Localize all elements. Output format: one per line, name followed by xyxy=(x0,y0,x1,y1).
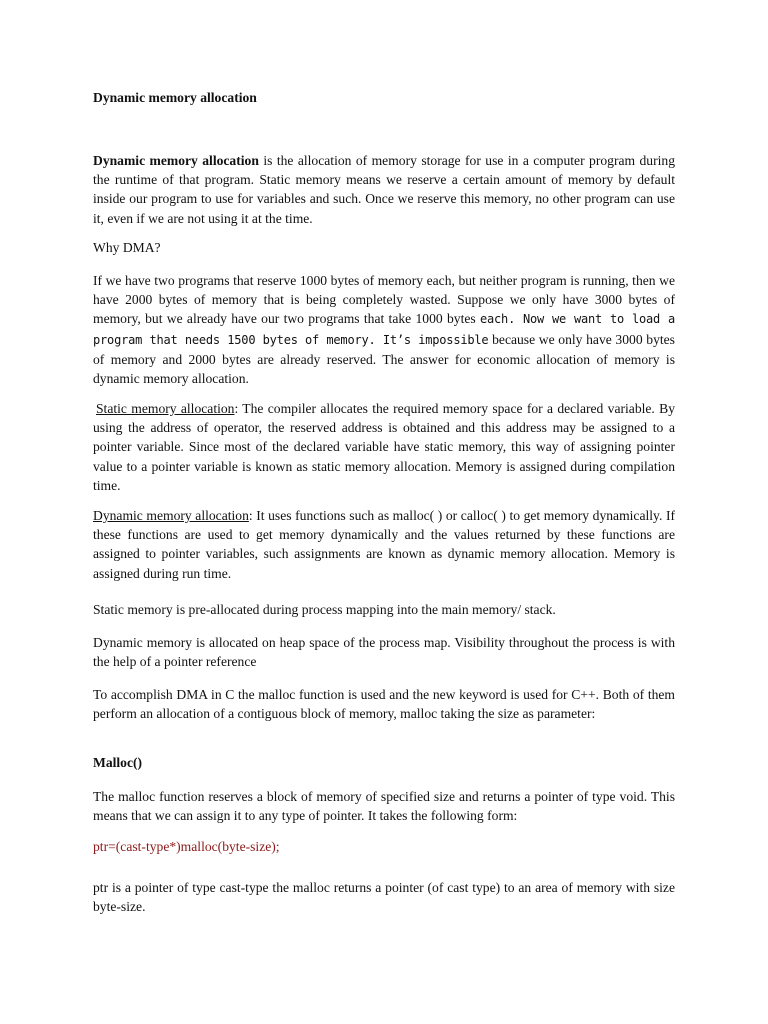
ptr-paragraph: ptr is a pointer of type cast-type the malloc returns a pointer (of cast type) to an area of memory with size byte-size. xyxy=(93,880,675,915)
why-dma-paragraph xyxy=(93,271,675,388)
malloc-paragraph: The malloc function reserves a block of memory of specified size and returns a pointer of type void. This means that we can assign it to any type of pointer. It takes the following form: xyxy=(93,789,675,824)
dma-c-note: To accomplish DMA in C the malloc function is used and the new keyword is used for C++. Both of them perform an allocation of a contiguous block of memory, malloc taking the size as parameter: xyxy=(93,687,675,722)
malloc-code-line: ptr=(cast-type*)malloc(byte-size); xyxy=(93,839,280,854)
document-title: Dynamic memory allocation xyxy=(93,90,257,105)
malloc-heading: Malloc() xyxy=(93,755,143,770)
why-dma-text-1: If we have two programs that reserve 1000 bytes of memory each, but neither program is running, then we have 2000 bytes of memory that is being completely wasted. Suppose we only have 3000 bytes of memory, but we already have our two programs that take 1000 bytes xyxy=(93,273,675,327)
static-memory-note: Static memory is pre-allocated during process mapping into the main memory/ stack. xyxy=(93,602,556,617)
why-dma-text-2: each. Now we want to load a program that needs 1500 bytes of memory. It’s impossible xyxy=(93,312,675,347)
why-dma-heading: Why DMA? xyxy=(93,240,161,255)
static-allocation-text: : The compiler allocates the required memory space for a declared variable. By using the address of operator, the reserved address is obtained and this address may be assigned to a pointer variable. Since most of the declared variable have static memory, this way of assigning pointer value to a pointer variable is known as static memory allocation. Memory is assigned during compilation time. xyxy=(93,401,675,493)
dynamic-allocation-paragraph xyxy=(93,506,675,583)
intro-text: is the allocation of memory storage for use in a computer program during the runtime of that program. Static memory means we reserve a certain amount of memory by default inside our program to use for variables and such. Once we reserve this memory, no other program can use it, even if we are not using it at the time. xyxy=(93,153,675,226)
static-allocation-paragraph xyxy=(93,399,675,495)
dynamic-allocation-text: : It uses functions such as malloc( ) or calloc( ) to get memory dynamically. If these functions are used to get memory dynamically and the values returned by these functions are assigned to pointer variables, such assignments are known as dynamic memory allocation. Memory is assigned during run time. xyxy=(93,508,675,581)
why-dma-text-3: because we only have 3000 bytes of memory and 2000 bytes are already reserved. The answer for economic allocation of memory is dynamic memory allocation. xyxy=(93,331,675,387)
dynamic-allocation-term: Dynamic memory allocation xyxy=(93,508,249,523)
intro-paragraph xyxy=(93,151,675,228)
intro-term: Dynamic memory allocation xyxy=(93,153,259,168)
static-allocation-term: Static memory allocation xyxy=(96,401,235,416)
dynamic-memory-note: Dynamic memory is allocated on heap space of the process map. Visibility throughout the process is with the help of a pointer reference xyxy=(93,635,675,670)
